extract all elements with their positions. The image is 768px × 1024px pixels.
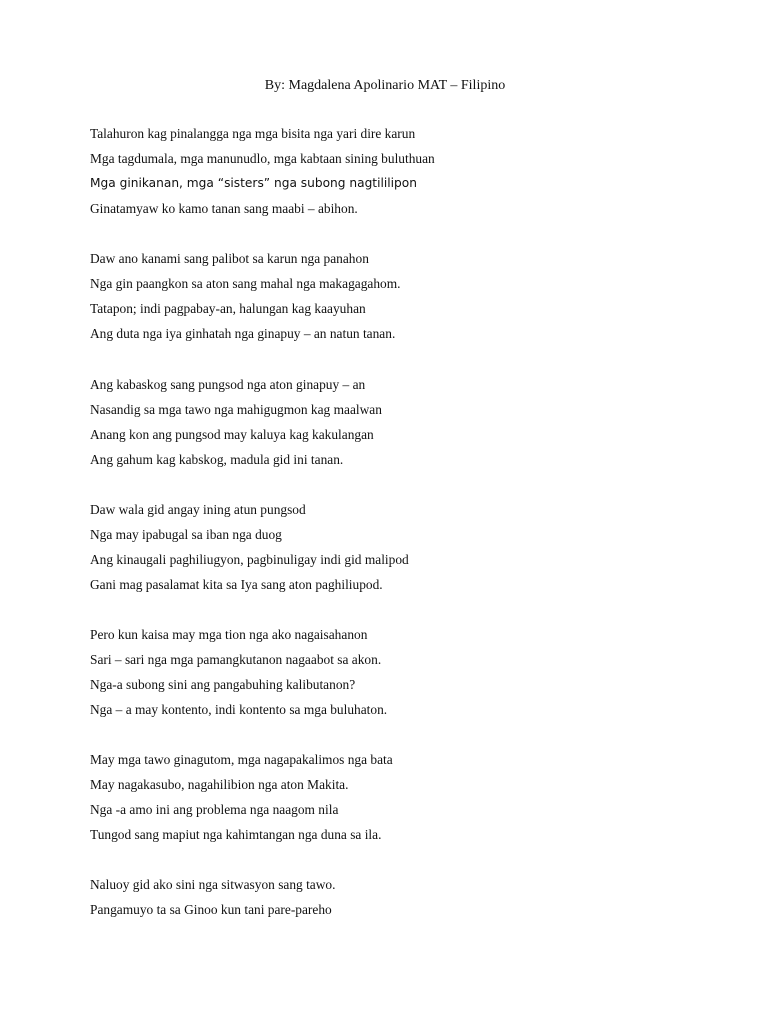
stanza-6 (90, 747, 730, 847)
poem-line: Daw ano kanami sang palibot sa karun nga panahon (90, 251, 369, 266)
stanza-7 (90, 872, 730, 922)
poem-line: Ang kinaugali paghiliugyon, pagbinuligay indi gid malipod (90, 552, 409, 567)
poem-line: May nagakasubo, nagahilibion nga aton Makita. (90, 777, 349, 792)
poem-line: Ang kabaskog sang pungsod nga aton ginapuy – an (90, 377, 366, 392)
poem-line: Gani mag pasalamat kita sa Iya sang aton paghiliupod. (90, 577, 383, 592)
stanza-2 (90, 246, 730, 346)
poem-line: Nga -a amo ini ang problema nga naagom nila (90, 802, 339, 817)
poem-line: Ang duta nga iya ginhatah nga ginapuy – an natun tanan. (90, 326, 396, 341)
poem-line: Tatapon; indi pagpabay-an, halungan kag kaayuhan (90, 301, 366, 316)
poem-line: Nasandig sa mga tawo nga mahigugmon kag maalwan (90, 402, 382, 417)
poem-line: Mga tagdumala, mga manunudlo, mga kabtaan sining buluthuan (90, 151, 435, 166)
stanza-5 (90, 622, 730, 722)
poem-line: Nga-a subong sini ang pangabuhing kalibutanon? (90, 677, 356, 692)
poem-line: Naluoy gid ako sini nga sitwasyon sang tawo. (90, 877, 336, 892)
poem-line: Anang kon ang pungsod may kaluya kag kakulangan (90, 427, 374, 442)
stanza-1 (90, 121, 730, 221)
poem-line: Ginatamyaw ko kamo tanan sang maabi – abihon. (90, 201, 358, 216)
poem-line: Sari – sari nga mga pamangkutanon nagaabot sa akon. (90, 652, 382, 667)
poem-line: Mga ginikanan, mga “sisters” nga subong nagtililipon (90, 176, 417, 190)
poem-line: Talahuron kag pinalangga nga mga bisita nga yari dire karun (90, 126, 416, 141)
byline-text: By: Magdalena Apolinario MAT – Filipino (264, 78, 506, 93)
poem-line: Nga may ipabugal sa iban nga duog (90, 527, 282, 542)
poem-line: Daw wala gid angay ining atun pungsod (90, 502, 306, 517)
byline (0, 76, 768, 96)
poem-line: May mga tawo ginagutom, mga nagapakalimos nga bata (90, 752, 393, 767)
poem-line: Nga gin paangkon sa aton sang mahal nga makagagahom. (90, 276, 401, 291)
poem-line: Pangamuyo ta sa Ginoo kun tani pare-pareho (90, 902, 332, 917)
poem-line: Nga – a may kontento, indi kontento sa mga buluhaton. (90, 702, 388, 717)
stanza-3 (90, 372, 730, 472)
poem-line: Ang gahum kag kabskog, madula gid ini tanan. (90, 452, 344, 467)
stanza-4 (90, 497, 730, 597)
poem-line: Pero kun kaisa may mga tion nga ako nagaisahanon (90, 627, 368, 642)
poem-line: Tungod sang mapiut nga kahimtangan nga duna sa ila. (90, 827, 382, 842)
